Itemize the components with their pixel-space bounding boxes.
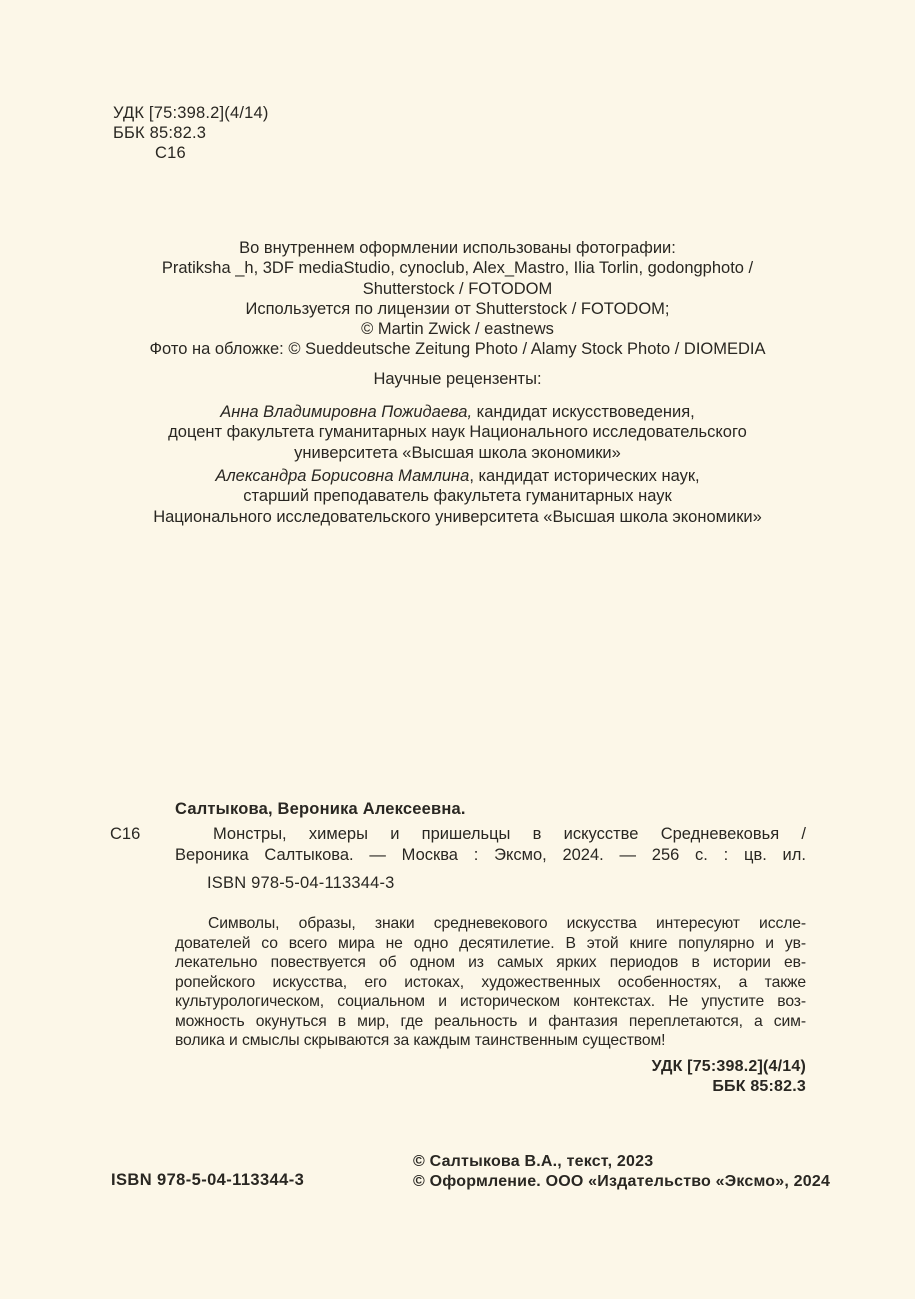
bbk-code: ББК 85:82.3 bbox=[113, 124, 207, 142]
reviewer-1-degree: кандидат искусствоведения, bbox=[472, 403, 695, 421]
photo-credit-line: Pratiksha _h, 3DF mediaStudio, cynoclub, Alex_Mastro, Ilia Torlin, godongphoto / bbox=[161, 259, 754, 278]
reviewer-2-name: Александра Борисовна Мамлина bbox=[215, 467, 470, 485]
photo-credits-block bbox=[0, 238, 915, 360]
reviewer-2-block bbox=[0, 466, 915, 527]
copyright-design-line: © Оформление. ООО «Издательство «Эксмо», 2024 bbox=[413, 1173, 831, 1190]
reviewers-heading: Научные рецензенты: bbox=[373, 370, 542, 388]
reviewer-2-line-3: Национального исследовательского университета «Высшая школа экономики» bbox=[153, 507, 762, 526]
author-sign-code: С16 bbox=[155, 144, 186, 162]
reviewer-1-line-1 bbox=[0, 402, 915, 422]
annotation-line: дователей со всего мира не одно десятилетие. В этой книге популярно и ув- bbox=[175, 934, 806, 952]
bottom-bbk-code: ББК 85:82.3 bbox=[712, 1077, 806, 1095]
footer-copyright-block bbox=[413, 1152, 830, 1192]
reviewer-2-degree: , кандидат исторических наук, bbox=[469, 467, 700, 485]
catalog-author-sign: С16 bbox=[110, 825, 141, 843]
annotation-line: Символы, образы, знаки средневекового искусства интересуют иссле- bbox=[208, 915, 806, 932]
photo-credit-line: Во внутреннем оформлении использованы фотографии: bbox=[239, 239, 676, 257]
copyright-text-line: © Салтыкова В.А., текст, 2023 bbox=[413, 1153, 654, 1170]
catalog-title-line-1: Монстры, химеры и пришельцы в искусстве Средневековья / bbox=[213, 825, 806, 843]
top-classification-block bbox=[113, 103, 269, 163]
reviewer-2-line-2: старший преподаватель факультета гуманитарных наук bbox=[243, 487, 672, 506]
annotation-paragraph bbox=[175, 914, 806, 1051]
photo-credit-line: Фото на обложке: © Sueddeutsche Zeitung Photo / Alamy Stock Photo / DIOMEDIA bbox=[149, 340, 766, 359]
photo-credit-line: © Martin Zwick / eastnews bbox=[361, 320, 554, 339]
catalog-author: Салтыкова, Вероника Алексеевна. bbox=[175, 800, 466, 818]
photo-credit-line: Shutterstock / FOTODOM bbox=[362, 279, 553, 298]
bottom-classification-block bbox=[652, 1057, 806, 1096]
reviewer-1-name: Анна Владимировна Пожидаева, bbox=[220, 403, 473, 421]
annotation-line: ропейского искусства, его истоках, художественных особенностях, а также bbox=[175, 973, 806, 991]
annotation-line: можность окунуться в мир, где реальность и фантазия переплетаются, а сим- bbox=[175, 1012, 806, 1030]
reviewer-1-line-3: университета «Высшая школа экономики» bbox=[294, 443, 621, 462]
catalog-title-line-2: Вероника Салтыкова. — Москва : Эксмо, 2024. — 256 с. : цв. ил. bbox=[175, 846, 806, 864]
annotation-line: волика и смыслы скрываются за каждым таинственным существом! bbox=[175, 1032, 666, 1049]
reviewer-1-block bbox=[0, 402, 915, 463]
photo-credit-line: Используется по лицензии от Shutterstock / FOTODOM; bbox=[245, 299, 670, 318]
reviewer-2-line-1 bbox=[0, 466, 915, 486]
udk-code: УДК [75:398.2](4/14) bbox=[113, 104, 269, 122]
annotation-line: культурологическом, социальном и историческом контекстах. Не упустите воз- bbox=[175, 993, 806, 1010]
catalog-isbn: ISBN 978-5-04-113344-3 bbox=[207, 874, 395, 892]
footer-isbn: ISBN 978-5-04-113344-3 bbox=[111, 1171, 305, 1189]
bottom-udk-code: УДК [75:398.2](4/14) bbox=[651, 1058, 806, 1075]
reviewer-1-line-2: доцент факультета гуманитарных наук Национального исследовательского bbox=[168, 423, 747, 442]
annotation-line: лекательно повествуется об одном из самых ярких периодов в истории ев- bbox=[175, 954, 806, 971]
